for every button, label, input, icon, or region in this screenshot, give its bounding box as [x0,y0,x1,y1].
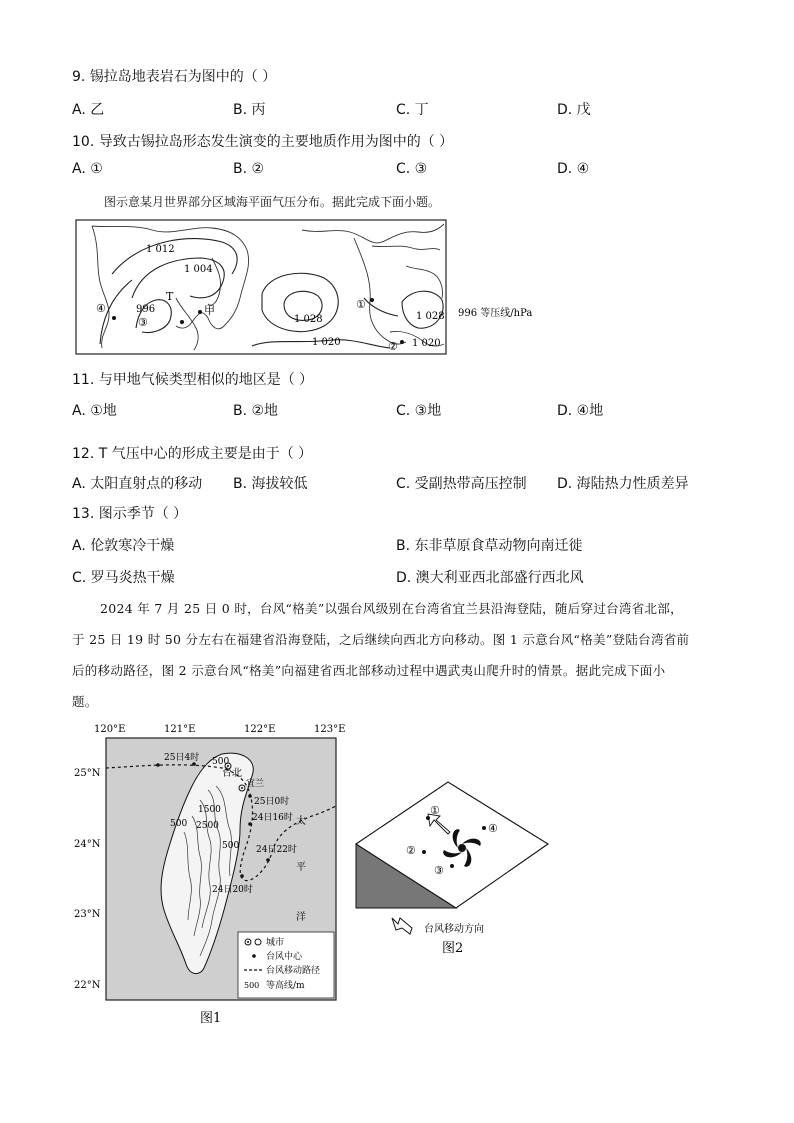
pressure-legend: 996 等压线/hPa [458,308,533,319]
typhoon-paragraph-line-1: 2024 年 7 月 25 日 0 时，台风“格美”以强台风级别在台湾省宜兰县沿海登陆，随后穿过台湾省北部， [100,601,683,616]
time-24-20: 24日20时 [212,885,253,895]
isobar-label-1020-pacific: 1 020 [312,337,341,348]
question-10-stem: 10. 导致古锡拉岛形态发生演变的主要地质作用为图中的（ ） [72,134,454,150]
lon-120: 120°E [94,724,126,735]
lat-23: 23°N [74,909,101,920]
contour-label-1500: 1500 [198,805,221,815]
contour-label-500-north: 500 [212,757,230,767]
point-2-label: ② [388,340,398,353]
isobar-label-1028-atlantic: 1 028 [416,311,445,322]
q9-option-d: D. 戊 [557,102,591,118]
slope-point-2: ② [406,844,416,857]
q10-option-c: C. ③ [396,161,428,177]
isobar-label-1012: 1 012 [146,244,175,255]
city-yilan: 宜兰 [246,779,265,789]
point-4-label: ④ [96,302,106,315]
contour-label-500-west: 500 [170,819,188,829]
lat-24: 24°N [74,839,101,850]
contour-label-500-east: 500 [222,841,240,851]
question-13-stem: 13. 图示季节（ ） [72,506,188,522]
q10-option-a: A. ① [72,161,103,177]
q11-option-a: A. ①地 [72,403,117,419]
legend-city: 城市 [266,938,285,948]
legend-contour-sample: 500 [244,981,260,990]
typhoon-direction-label: 台风移动方向 [424,924,484,935]
typhoon-paragraph-line-2: 于 25 日 19 时 50 分左右在福建省沿海登陆，之后继续向西北方向移动。图 1 示意台风“格美”登陆台湾省前 [72,632,690,647]
ocean-tai: 太 [296,816,306,827]
time-25-00: 25日0时 [254,797,290,807]
intro-pressure-map: 图示意某月世界部分区域海平面气压分布。据此完成下面小题。 [104,195,441,209]
figure-2-caption: 图2 [442,941,464,956]
typhoon-paragraph-line-4: 题。 [72,694,98,709]
q9-option-c: C. 丁 [396,102,429,118]
question-12-stem: 12. T 气压中心的形成主要是由于（ ） [72,446,313,462]
isobar-label-1020-atlantic: 1 020 [412,338,441,349]
legend-typhoon-center: 台风中心 [266,952,303,962]
q9-option-b: B. 丙 [233,102,266,118]
city-taipei: 台北 [222,768,242,779]
q10-option-b: B. ② [233,161,265,177]
point-t-label: T [166,290,174,303]
ocean-ping: 平 [296,862,306,873]
isobar-label-996: 996 [136,304,156,315]
lat-22: 22°N [74,980,101,991]
figure-1-typhoon-map [72,720,352,1030]
q11-option-d: D. ④地 [557,403,604,419]
lon-123: 123°E [314,724,346,735]
q13-option-b: B. 东非草原食草动物向南迁徙 [396,538,583,554]
q12-option-c: C. 受副热带高压控制 [396,476,527,492]
point-1-label: ① [356,298,366,311]
q12-option-a: A. 太阳直射点的移动 [72,476,203,492]
q13-option-a: A. 伦敦寒冷干燥 [72,538,175,554]
time-25-04: 25日4时 [164,753,200,763]
slope-point-1: ① [430,804,440,817]
time-24-22: 24日22时 [256,845,297,855]
q9-option-a: A. 乙 [72,102,105,118]
q13-option-d: D. 澳大利亚西北部盛行西北风 [396,570,584,586]
slope-point-4: ④ [488,822,498,835]
question-11-stem: 11. 与甲地气候类型相似的地区是（ ） [72,372,314,388]
q12-option-d: D. 海陆热力性质差异 [557,476,689,492]
legend-typhoon-path: 台风移动路径 [266,966,321,976]
isobar-label-1004: 1 004 [184,264,213,275]
q11-option-c: C. ③地 [396,403,442,419]
typhoon-paragraph-line-3: 后的移动路径，图 2 示意台风“格美”向福建省西北部移动过程中遇武夷山爬升时的情景。据此完成下面小 [72,663,666,678]
point-jia-label: 甲 [204,304,215,317]
typhoon-paragraph [72,593,712,717]
legend-contour: 等高线/m [266,981,305,991]
lat-25: 25°N [74,768,101,779]
q11-option-b: B. ②地 [233,403,279,419]
slope-point-3: ③ [434,864,444,877]
lon-122: 122°E [244,724,276,735]
q13-option-c: C. 罗马炎热干燥 [72,570,175,586]
figure-1-caption: 图1 [200,1011,222,1026]
figure-2-slope-diagram [352,778,582,964]
contour-label-2500: 2500 [196,821,219,831]
question-9-stem: 9. 锡拉岛地表岩石为图中的（ ） [72,69,277,85]
time-24-16: 24日16时 [252,813,293,823]
q10-option-d: D. ④ [557,161,590,177]
ocean-yang: 洋 [296,912,306,923]
point-3-label: ③ [138,316,148,329]
pressure-map [72,218,562,358]
q12-option-b: B. 海拔较低 [233,476,308,492]
isobar-label-1028-pacific: 1 028 [294,314,323,325]
lon-121: 121°E [164,724,196,735]
